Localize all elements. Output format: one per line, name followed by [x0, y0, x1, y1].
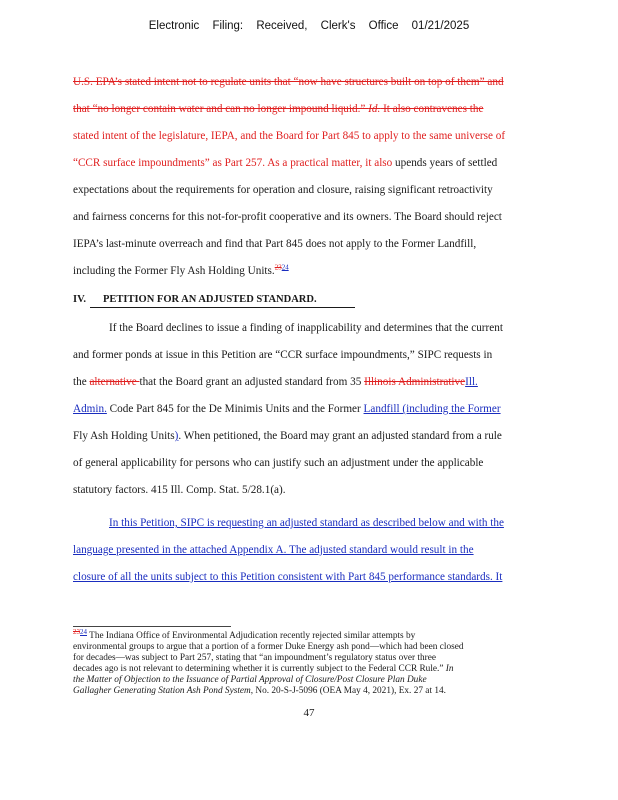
para1-line4 — [73, 156, 497, 170]
footnote-line6 — [73, 685, 446, 697]
para3-line3: closure of all the units subject to this Petition consistent with Part 845 performance standards. It — [73, 571, 503, 583]
para2-line2: and former ponds at issue in this Petition are “CCR surface impoundments,” SIPC requests in — [73, 349, 493, 361]
para3-line2: language presented in the attached Appendix A. The adjusted standard would result in the — [73, 544, 474, 556]
para1-id-cite: Id. — [368, 103, 381, 115]
para2-line4-b: Code Part 845 for the De Minimis Units and the Former — [106, 403, 364, 415]
inserted-paren: ) — [174, 430, 179, 442]
footnote-case-name-cont: Gallagher Generating Station Ash Pond System — [73, 686, 251, 696]
footnote-ref-old[interactable]: 23 — [274, 263, 282, 272]
heading-underline — [90, 307, 355, 308]
footnote-num-old: 23 — [73, 627, 80, 636]
para2-line4 — [73, 402, 501, 416]
para1-line5: expectations about the requirements for operation and closure, raising significant retroactivity — [73, 184, 493, 196]
deleted-illinois-administrative: Illinois Administrative — [364, 376, 466, 388]
filing-header: Electronic Filing: Received, Clerk's Office 01/21/2025 — [148, 20, 470, 32]
para1-line2 — [73, 102, 483, 116]
para1-line7: IEPA’s last-minute overreach and find that Part 845 does not apply to the Former Landfill, — [73, 238, 477, 250]
footnote-ref-new[interactable]: 24 — [281, 263, 289, 272]
inserted-landfill: Landfill (including the Former — [363, 403, 501, 415]
para2-line5 — [73, 429, 502, 443]
inserted-ill: Ill. — [465, 376, 478, 388]
para1-line1: U.S. EPA’s stated intent not to regulate units that “now have structures built on top of them” and — [73, 76, 504, 88]
para1-line4-red: “CCR surface impoundments” as Part 257. As a practical matter, it also — [73, 157, 393, 169]
para2-line5-a: Fly Ash Holding Units — [73, 430, 175, 442]
inserted-admin: Admin. — [73, 403, 107, 415]
para2-line5-c: . When petitioned, the Board may grant an adjusted standard from a rule — [178, 430, 502, 442]
para2-line3-c: that the Board grant an adjusted standard from 35 — [139, 376, 365, 388]
footnote-line3: for decades—was subject to Part 257, stating that “an impoundment’s regulatory status over three — [73, 653, 437, 663]
para1-line2-part3: It also contravenes the — [380, 103, 484, 115]
para1-line8 — [73, 264, 289, 278]
para1-line3: stated intent of the legislature, IEPA, and the Board for Part 845 to apply to the same universe of — [73, 130, 506, 142]
para1-line2-part1: that “no longer contain water and can no longer impound liquid.” — [73, 103, 369, 115]
deleted-alternative: alternative — [89, 376, 140, 388]
footnote-line1-text: The Indiana Office of Environmental Adjudication recently rejected similar attempts by — [87, 631, 416, 641]
para1-line4-black: upends years of settled — [392, 157, 498, 169]
para2-line3-a: the — [73, 376, 90, 388]
footnote-line4-in: In — [443, 664, 454, 674]
para2-line7: statutory factors. 415 Ill. Comp. Stat. 5/28.1(a). — [73, 484, 286, 496]
footnote-separator — [73, 626, 231, 627]
section-number: IV. — [73, 294, 86, 305]
para1-line8-text: including the Former Fly Ash Holding Units. — [73, 265, 275, 277]
para2-line3 — [73, 375, 478, 389]
para1-line6: and fairness concerns for this not-for-profit cooperative and its owners. The Board should reject — [73, 211, 502, 223]
footnote-line2: environmental groups to argue that a portion of a former Duke Energy ash pond—which had been closed — [73, 642, 464, 652]
para2-line1: If the Board declines to issue a finding of inapplicability and determines that the current — [109, 322, 503, 334]
footnote-case-name: the Matter of Objection to the Issuance of Partial Approval of Closure/Post Closure Plan Duke — [73, 675, 427, 685]
section-heading — [73, 293, 317, 307]
para3-line1: In this Petition, SIPC is requesting an adjusted standard as described below and with the — [109, 517, 504, 529]
page-number: 47 — [303, 707, 315, 719]
para2-line6: of general applicability for persons who can justify such an adjustment under the applicable — [73, 457, 484, 469]
footnote-citation: , No. 20-S-J-5096 (OEA May 4, 2021), Ex. 27 at 14. — [250, 686, 446, 696]
footnote-num-new: 24 — [80, 627, 87, 636]
section-title: PETITION FOR AN ADJUSTED STANDARD. — [102, 294, 317, 305]
footnote-line4-text: decades ago is not relevant to determining whether it is currently subject to the Federal CCR Rule.” — [73, 664, 444, 674]
